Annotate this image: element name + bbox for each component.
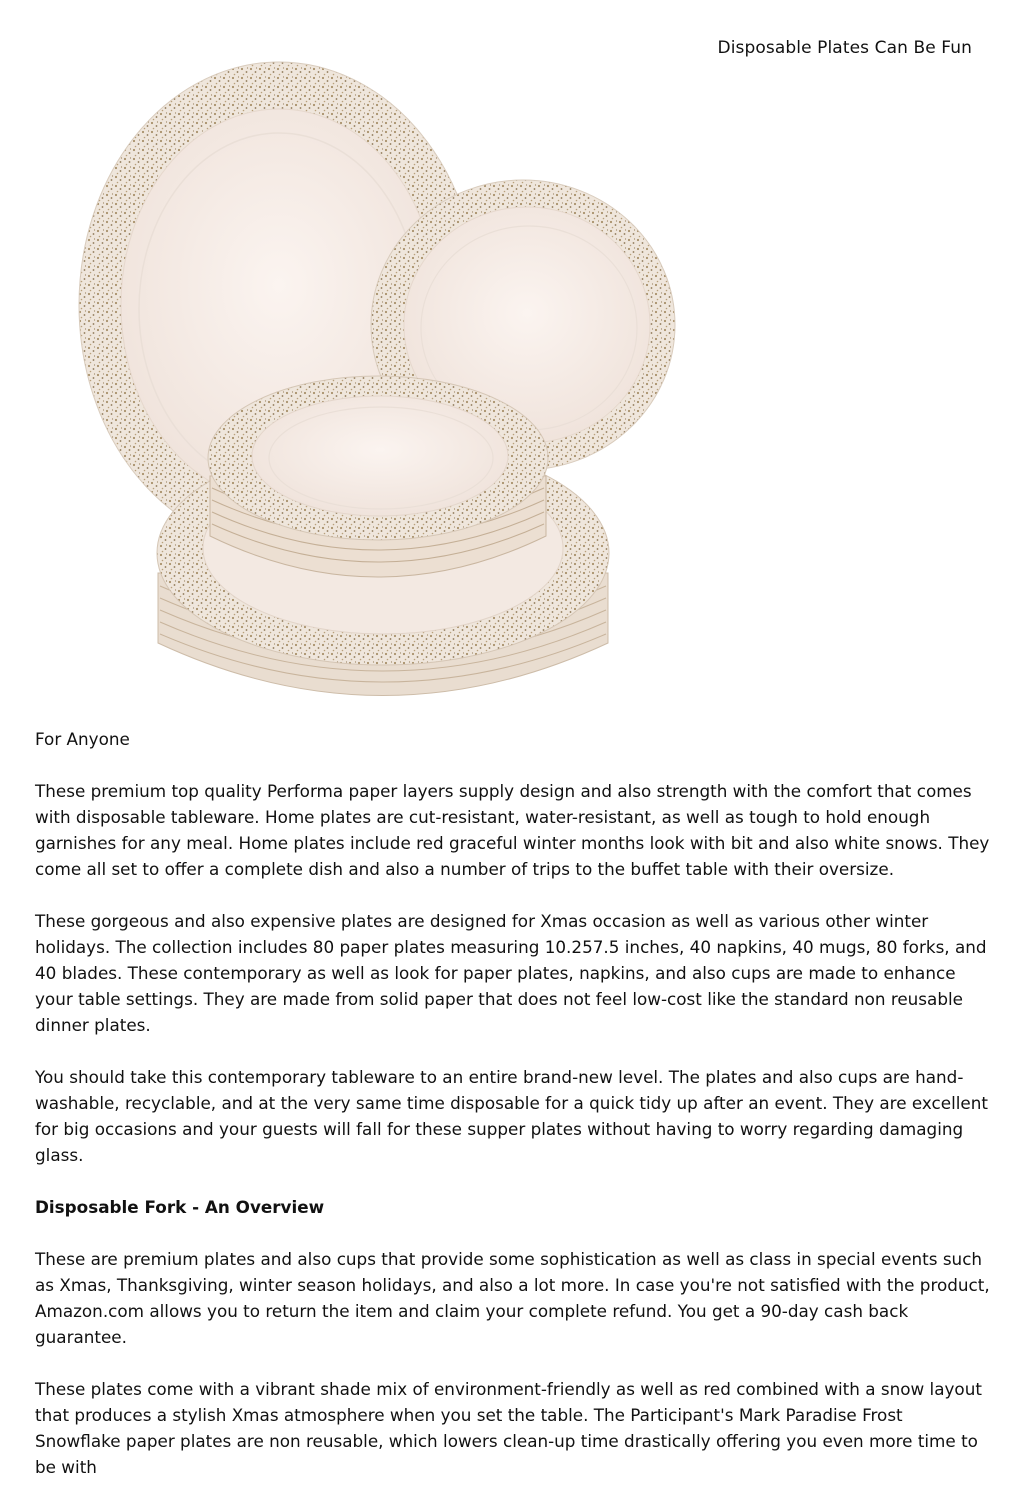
paragraph: You should take this contemporary tableware to an entire brand-new level. The plates and also cups are hand-washable, recyclable, and at the very same time disposable for a quick tidy up after an event. They are excellent for big occasions and your guests will fall for these supper plates without having to worry regarding damaging glass. (35, 1067, 988, 1165)
paragraph: These are premium plates and also cups that provide some sophistication as well as class in special events such as Xmas, Thanksgiving, winter season holidays, and also a lot more. In case you're not satisfied with the product, Amazon.com allows you to return the item and claim your complete refund. You get a 90-day cash back guarantee. (35, 1249, 990, 1347)
plates-product-image (78, 58, 698, 726)
paragraph: These plates come with a vibrant shade mix of environment-friendly as well as red combined with a snow layout that produces a stylish Xmas atmosphere when you set the table. The Participant's Mark Paradise Frost Snowflake paper plates are non reusable, which lowers clean-up time drastically offering you even more time to be with (35, 1379, 982, 1477)
section-heading: Disposable Fork - An Overview (35, 1197, 325, 1217)
intro-label: For Anyone (35, 729, 130, 749)
paragraph: These gorgeous and also expensive plates are designed for Xmas occasion as well as various other winter holidays. The collection includes 80 paper plates measuring 10.257.5 inches, 40 napkins, 40 mugs, 80 forks, and 40 blades. These contemporary as well as look for paper plates, napkins, and also cups are made to enhance your table settings. They are made from solid paper that does not feel low-cost like the standard non reusable dinner plates. (35, 911, 987, 1035)
small-plate-stack (208, 376, 548, 577)
page-title: Disposable Plates Can Be Fun (717, 38, 972, 58)
article-body (35, 726, 993, 1506)
paragraph: These premium top quality Performa paper layers supply design and also strength with the comfort that comes with disposable tableware. Home plates are cut-resistant, water-resistant, as well as tough to hold enough garnishes for any meal. Home plates include red graceful winter months look with bit and also white snows. They come all set to offer a complete dish and also a number of trips to the buffet table with their oversize. (35, 781, 990, 879)
